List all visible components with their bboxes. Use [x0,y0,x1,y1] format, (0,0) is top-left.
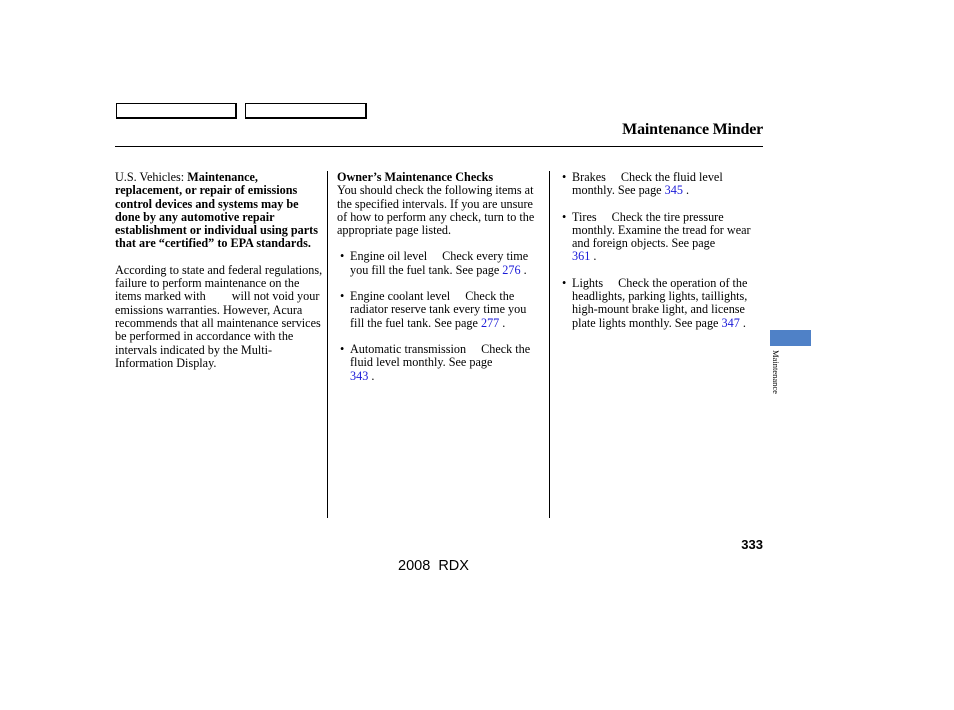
check-item-text: Check the fluid level monthly. See page [572,170,723,198]
column-divider-2 [549,171,550,518]
section-tab-marker [770,330,811,346]
check-item-name: Tires [572,209,597,224]
check-item-name: Automatic transmission [350,341,467,356]
footer-model: 2008 RDX [398,558,469,574]
emissions-notice [115,171,325,251]
check-item-name: Engine oil level [350,249,428,264]
column-checks-continued [563,171,768,330]
warranty-text-start: According to state and federal regulations, failure to perform maintenance on the items marked with [115,262,323,304]
check-item-tires: • Tires Check the tire pressure monthly. Examine the tread for wear and foreign objects. See page 361 . [562,209,751,264]
nav-tab-button-2[interactable] [245,103,367,119]
column-emissions [115,171,325,370]
column-divider-1 [327,171,328,518]
page-link-277[interactable]: 277 [480,315,500,330]
check-item-text: Check the tire pressure monthly. Examine the tread for wear and foreign objects. See page [572,209,751,251]
bullet-icon: • [562,275,567,290]
warranty-paragraph [115,264,325,370]
page-number: 333 [741,537,763,552]
check-item-text: Check the fluid level monthly. See page [350,341,531,370]
check-item-transmission: • Automatic transmission Check the fluid level monthly. See page 343 . [340,341,531,383]
check-item-lights: • Lights Check the operation of the headlights, parking lights, taillights, high-mount brake light, and license plate lights monthly. See page 347 . [562,275,748,330]
bullet-icon: • [340,289,345,304]
title-divider [115,146,763,147]
check-item-text: Check the operation of the headlights, parking lights, taillights, high-mount brake light, and license plate lights monthly. See page [572,275,748,330]
check-item-brakes: • Brakes Check the fluid level monthly. See page 345 . [562,170,723,198]
section-label: Maintenance [771,350,781,394]
check-item-text: Check every time you fill the fuel tank. See page [350,249,529,277]
bullet-icon: • [340,249,345,264]
check-item-name: Brakes [572,170,606,184]
owner-checks-heading: Owner’s Maintenance Checks [337,170,494,184]
bullet-icon: • [562,170,567,184]
warranty-text-end: will not void your emissions warranties. However, Acura recommends that all maintenance services be performed in accordance with the intervals indicated by the Multi-Information Display. [115,289,321,370]
page-link-347[interactable]: 347 [721,315,740,330]
bullet-icon: • [340,341,345,356]
page-link-343[interactable]: 343 [350,368,369,383]
check-item-text: Check the radiator reserve tank every time you fill the fuel tank. See page [350,289,527,330]
emissions-notice-prefix: U.S. Vehicles: [115,170,188,184]
check-item-engine-coolant: • Engine coolant level Check the radiator reserve tank every time you fill the fuel tank. See page 277 . [340,289,527,330]
bullet-icon: • [562,209,567,224]
column-owner-checks [337,171,543,383]
page-title: Maintenance Minder [622,121,763,138]
emissions-notice-bold: Maintenance, replacement, or repair of emissions control devices and systems may be done by any automotive repair establishment or individual using parts that are “certified” to EPA standards. [115,170,318,251]
check-item-name: Lights [572,275,604,290]
page-link-361[interactable]: 361 [572,249,591,264]
nav-tab-button-1[interactable] [116,103,237,119]
check-item-engine-oil: • Engine oil level Check every time you fill the fuel tank. See page 276 . [340,249,529,277]
owner-checks-intro: You should check the following items at the specified intervals. If you are unsure of how to perform any check, turn to the appropriate page listed. [337,183,535,238]
page-link-276[interactable]: 276 [502,262,521,277]
page-link-345[interactable]: 345 [664,183,683,198]
check-item-name: Engine coolant level [350,289,451,304]
